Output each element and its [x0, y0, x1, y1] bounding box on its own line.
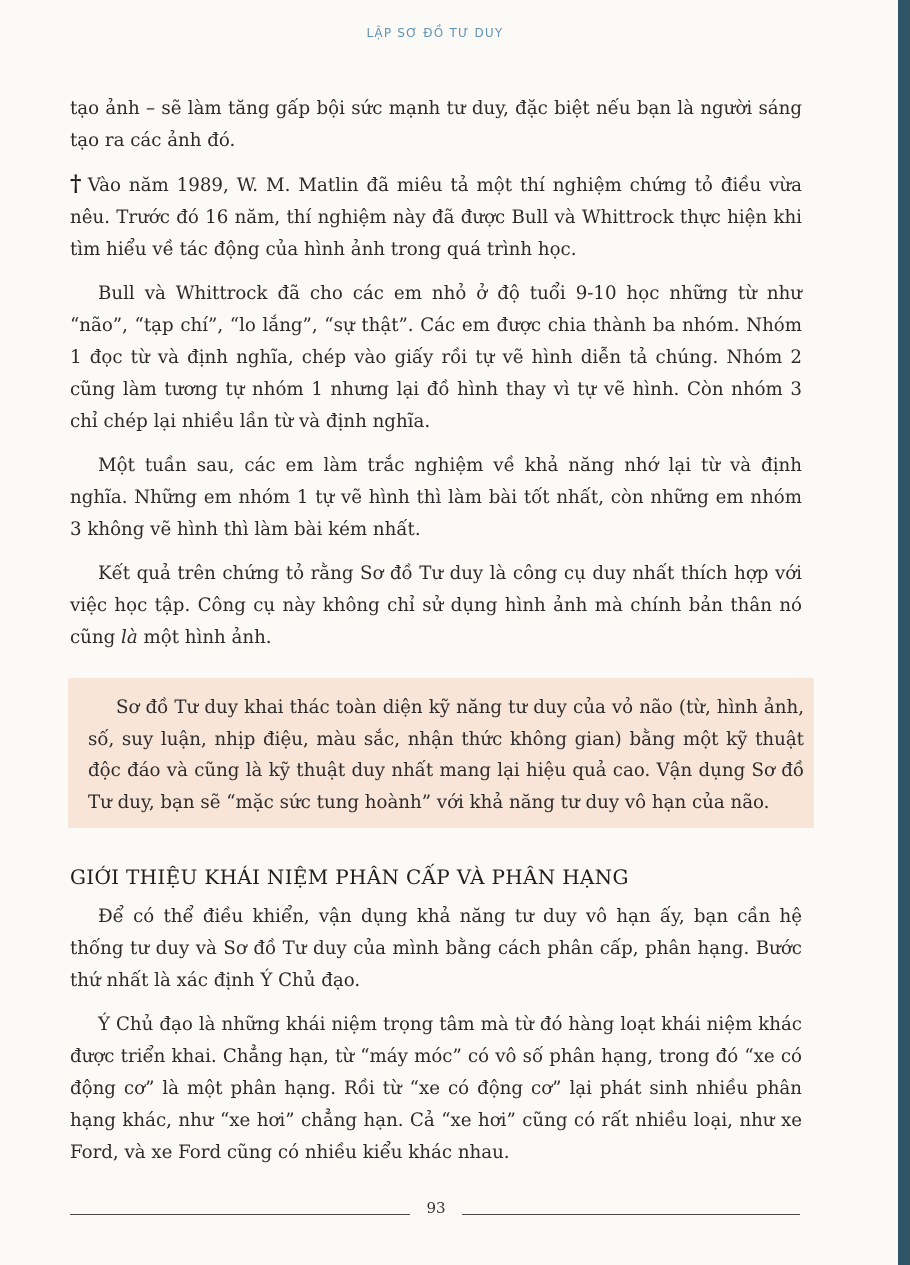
callout-text: Sơ đồ Tư duy khai thác toàn diện kỹ năng tư duy của vỏ não (từ, hình ảnh, số, suy luận, nhịp điệu, màu sắc, nhận thức không gian) bằng một kỹ thuật độc đáo và cũng là kỹ thuật duy nhất mang lại hiệu quả cao. Vận dụng Sơ đồ Tư duy, bạn sẽ “mặc sức tung hoành” với khả năng tư duy vô hạn của não. — [88, 697, 804, 813]
paragraph-6: Để có thể điều khiển, vận dụng khả năng tư duy vô hạn ấy, bạn cần hệ thống tư duy và Sơ đồ Tư duy của mình bằng cách phân cấp, phân hạng. Bước thứ nhất là xác định Ý Chủ đạo. — [70, 906, 802, 991]
paragraph-5-end: một hình ảnh. — [137, 627, 272, 648]
footer-rule-right — [462, 1214, 800, 1215]
paragraph-4: Một tuần sau, các em làm trắc nghiệm về khả năng nhớ lại từ và định nghĩa. Những em nhóm 1 tự vẽ hình thì làm bài tốt nhất, còn những em nhóm 3 không vẽ hình thì làm bài kém nhất. — [70, 455, 802, 540]
page-number: 93 — [426, 1199, 446, 1217]
page-content — [70, 93, 802, 1169]
dagger-icon: † — [70, 171, 84, 197]
highlight-callout-box — [68, 678, 814, 828]
page-footer — [70, 1199, 800, 1219]
paragraph-2-text: Vào năm 1989, W. M. Matlin đã miêu tả một thí nghiệm chứng tỏ điều vừa nêu. Trước đó 16 năm, thí nghiệm này đã được Bull và Whittrock thực hiện khi tìm hiểu về tác động của hình ảnh trong quá trình học. — [70, 175, 802, 260]
paragraph-5-text: Kết quả trên chứng tỏ rằng Sơ đồ Tư duy là công cụ duy nhất thích hợp với việc học tập. Công cụ này không chỉ sử dụng hình ảnh mà chính bản thân nó cũng — [70, 563, 802, 648]
paragraph-5 — [70, 558, 802, 654]
footer-rule-left — [70, 1214, 410, 1215]
paragraph-2 — [70, 168, 802, 266]
paragraph-1: tạo ảnh – sẽ làm tăng gấp bội sức mạnh tư duy, đặc biệt nếu bạn là người sáng tạo ra các ảnh đó. — [70, 98, 802, 151]
section-heading: GIỚI THIỆU KHÁI NIỆM PHÂN CẤP VÀ PHÂN HẠNG — [70, 865, 629, 889]
paragraph-7: Ý Chủ đạo là những khái niệm trọng tâm mà từ đó hàng loạt khái niệm khác được triển khai. Chẳng hạn, từ “máy móc” có vô số phân hạng, trong đó “xe có động cơ” là một phân hạng. Rồi từ “xe có động cơ” lại phát sinh nhiều phân hạng khác, như “xe hơi” chẳng hạn. Cả “xe hơi” cũng có rất nhiều loại, như xe Ford, và xe Ford cũng có nhiều kiểu khác nhau. — [70, 1014, 802, 1163]
paragraph-5-emphasis: là — [121, 627, 138, 648]
page-edge-band — [898, 0, 910, 1265]
running-head: LẬP SƠ ĐỒ TƯ DUY — [366, 26, 504, 40]
paragraph-3: Bull và Whittrock đã cho các em nhỏ ở độ tuổi 9-10 học những từ như “não”, “tạp chí”, “lo lắng”, “sự thật”. Các em được chia thành ba nhóm. Nhóm 1 đọc từ và định nghĩa, chép vào giấy rồi tự vẽ hình diễn tả chúng. Nhóm 2 cũng làm tương tự nhóm 1 nhưng lại đồ hình thay vì tự vẽ hình. Còn nhóm 3 chỉ chép lại nhiều lần từ và định nghĩa. — [70, 283, 802, 432]
